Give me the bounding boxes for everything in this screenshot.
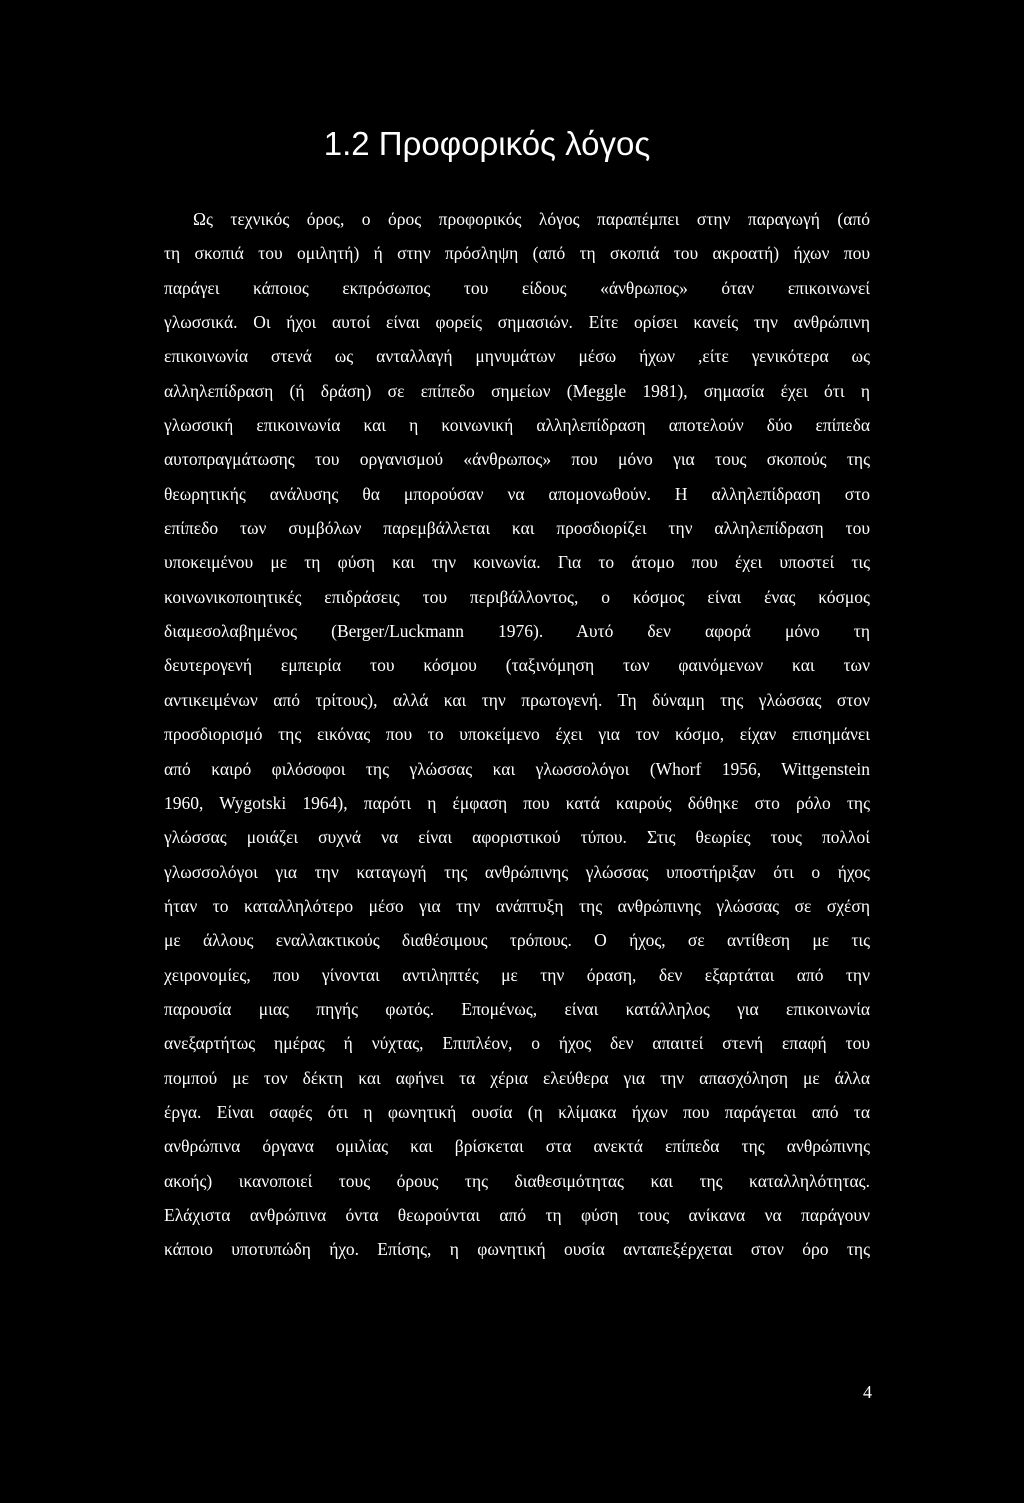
text-line: αυτοπραγμάτωσης του οργανισμού «άνθρωπος» που μόνο για τους σκοπούς της — [164, 449, 870, 470]
section-title — [0, 122, 1024, 166]
text-line: παράγει κάποιος εκπρόσωπος του είδους «άνθρωπος» όταν επικοινωνεί — [164, 277, 870, 298]
section-title-text: 1.2 Προφορικός λόγος — [323, 125, 651, 162]
text-line: επικοινωνία στενά ως ανταλλαγή μηνυμάτων μέσω ήχων ,είτε γενικότερα ως — [164, 346, 870, 367]
text-line: γλωσσική επικοινωνία και η κοινωνική αλληλεπίδραση αποτελούν δύο επίπεδα — [164, 415, 870, 436]
text-line: ακοής) ικανοποιεί τους όρους της διαθεσιμότητας και της καταλληλότητας. — [164, 1170, 870, 1191]
text-line: θεωρητικής ανάλυσης θα μπορούσαν να απομονωθούν. Η αλληλεπίδραση στο — [164, 483, 870, 504]
page-number: 4 — [863, 1382, 872, 1402]
text-line: ήταν το καταλληλότερο μέσο για την ανάπτυξη της ανθρώπινης γλώσσας σε σχέση — [164, 895, 870, 916]
text-line: Ελάχιστα ανθρώπινα όντα θεωρούνται από τη φύση τους ανίκανα να παράγουν — [164, 1204, 870, 1225]
text-line: ανθρώπινα όργανα ομιλίας και βρίσκεται στα ανεκτά επίπεδα της ανθρώπινης — [164, 1136, 870, 1157]
body-paragraph — [164, 204, 870, 1269]
text-line: από καιρό φιλόσοφοι της γλώσσας και γλωσσολόγοι (Whorf 1956, Wittgenstein — [164, 758, 870, 779]
text-line: κοινωνικοποιητικές επιδράσεις του περιβάλλοντος, ο κόσμος είναι ένας κόσμος — [164, 586, 870, 607]
text-line: ανεξαρτήτως ημέρας ή νύχτας, Επιπλέον, ο ήχος δεν απαιτεί στενή επαφή του — [164, 1033, 870, 1054]
text-line: δευτερογενή εμπειρία του κόσμου (ταξινόμηση των φαινόμενων και των — [164, 655, 870, 676]
text-line: αλληλεπίδραση (ή δράση) σε επίπεδο σημείων (Meggle 1981), σημασία έχει ότι η — [164, 380, 870, 401]
text-line: Ως τεχνικός όρος, ο όρος προφορικός λόγος παραπέμπει στην παραγωγή (από — [193, 209, 870, 229]
text-line: προσδιορισμό της εικόνας που το υποκείμενο έχει για τον κόσμο, είχαν επισημάνει — [164, 724, 870, 745]
text-line: επίπεδο των συμβόλων παρεμβάλλεται και προσδιορίζει την αλληλεπίδραση του — [164, 518, 870, 539]
text-line: παρουσία μιας πηγής φωτός. Επομένως, είναι κατάλληλος για επικοινωνία — [164, 998, 870, 1019]
text-line: γλωσσολόγοι για την καταγωγή της ανθρώπινης γλώσσας υποστήριξαν ότι ο ήχος — [164, 861, 870, 882]
text-line: αντικειμένων από τρίτους), αλλά και την πρωτογενή. Τη δύναμη της γλώσσας στον — [164, 689, 870, 710]
text-line: έργα. Είναι σαφές ότι η φωνητική ουσία (η κλίμακα ήχων που παράγεται από τα — [164, 1101, 870, 1122]
text-line: γλώσσας μοιάζει συχνά να είναι αφοριστικού τύπου. Στις θεωρίες τους πολλοί — [164, 827, 870, 848]
text-line: διαμεσολαβημένος (Berger/Luckmann 1976). Αυτό δεν αφορά μόνο τη — [164, 621, 870, 642]
text-line: υποκειμένου με τη φύση και την κοινωνία. Για το άτομο που έχει υποστεί τις — [164, 552, 870, 573]
text-line: 1960, Wygotski 1964), παρότι η έμφαση που κατά καιρούς δόθηκε στο ρόλο της — [164, 792, 870, 813]
text-line: πομπού με τον δέκτη και αφήνει τα χέρια ελεύθερα για την απασχόληση με άλλα — [164, 1067, 870, 1088]
text-line: με άλλους εναλλακτικούς διαθέσιμους τρόπους. Ο ήχος, σε αντίθεση με τις — [164, 930, 870, 951]
text-line: γλωσσικά. Οι ήχοι αυτοί είναι φορείς σημασιών. Είτε ορίσει κανείς την ανθρώπινη — [164, 312, 870, 333]
text-line: κάποιο υποτυπώδη ήχο. Επίσης, η φωνητική ουσία ανταπεξέρχεται στον όρο της — [164, 1239, 870, 1260]
text-line: τη σκοπιά του ομιλητή) ή στην πρόσληψη (από τη σκοπιά του ακροατή) ήχων που — [164, 243, 870, 264]
text-line: χειρονομίες, που γίνονται αντιληπτές με την όραση, δεν εξαρτάται από την — [164, 964, 870, 985]
